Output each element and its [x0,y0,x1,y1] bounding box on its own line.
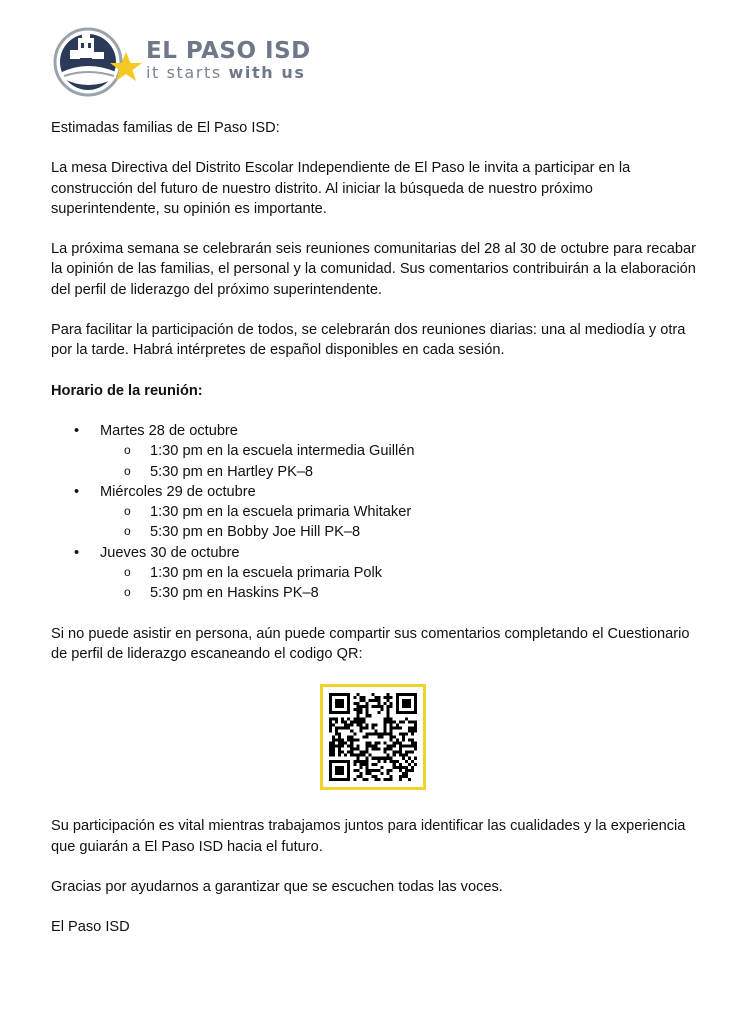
meetings-paragraph: La próxima semana se celebrarán seis reuniones comunitarias del 28 al 30 de octubre para recabar la opinión de las familias, el personal y la comunidad. Sus comentarios contribuirán a la elaboración del perfil de liderazgo del próximo superintendente. [51,241,696,298]
schedule-day [51,543,701,604]
schedule-heading: Horario de la reunión: [51,382,203,399]
participation-paragraph: Para facilitar la participación de todos, se celebrarán dos reuniones diarias: una al mediodía y otra por la tarde. Habrá intérpretes de español disponibles en cada sesión. [51,322,686,359]
intro-paragraph: La mesa Directiva del Distrito Escolar Independiente de El Paso le invita a participar en la construcción del futuro de nuestro distrito. Al iniciar la búsqueda de nuestro próximo superintendente, su opinión es importante. [51,160,631,217]
schedule-time: o 1:30 pm en la escuela primaria Whitaker [100,502,701,522]
schedule-day-label: Martes 28 de octubre [100,422,238,439]
thanks-paragraph: Gracias por ayudarnos a garantizar que se escuchen todas las voces. [51,878,503,895]
logo-emblem-icon [52,26,144,98]
qr-instructions-paragraph: Si no puede asistir en persona, aún puede compartir sus comentarios completando el Cuestionario de perfil de liderazgo escaneando el codigo QR: [51,625,690,662]
schedule-day [51,421,701,482]
letter-body [51,118,701,957]
logo-tagline-bold: with us [228,63,306,82]
qr-code[interactable] [320,684,426,790]
schedule-time: o 5:30 pm en Bobby Joe Hill PK–8 [100,522,701,542]
schedule-time: o 1:30 pm en la escuela primaria Polk [100,563,701,583]
schedule-time: o 5:30 pm en Hartley PK–8 [100,462,701,482]
salutation: Estimadas familias de El Paso ISD: [51,120,280,136]
schedule-time: o 1:30 pm en la escuela intermedia Guillén [100,441,701,461]
district-logo [52,26,322,96]
schedule-day [51,482,701,543]
schedule-day-label: Jueves 30 de octubre [100,544,240,561]
signature: El Paso ISD [51,919,130,936]
schedule-day-label: Miércoles 29 de octubre [100,483,256,500]
logo-title: EL PASO ISD [146,38,311,64]
qr-code-icon [329,693,417,781]
logo-tagline-start: it starts [146,63,229,82]
logo-tagline [146,64,311,82]
closing-paragraph: Su participación es vital mientras trabajamos juntos para identificar las cualidades y la experiencia que guiarán a El Paso ISD hacia el futuro. [51,818,686,855]
schedule-time: o 5:30 pm en Haskins PK–8 [100,583,701,603]
schedule-list [51,421,701,604]
